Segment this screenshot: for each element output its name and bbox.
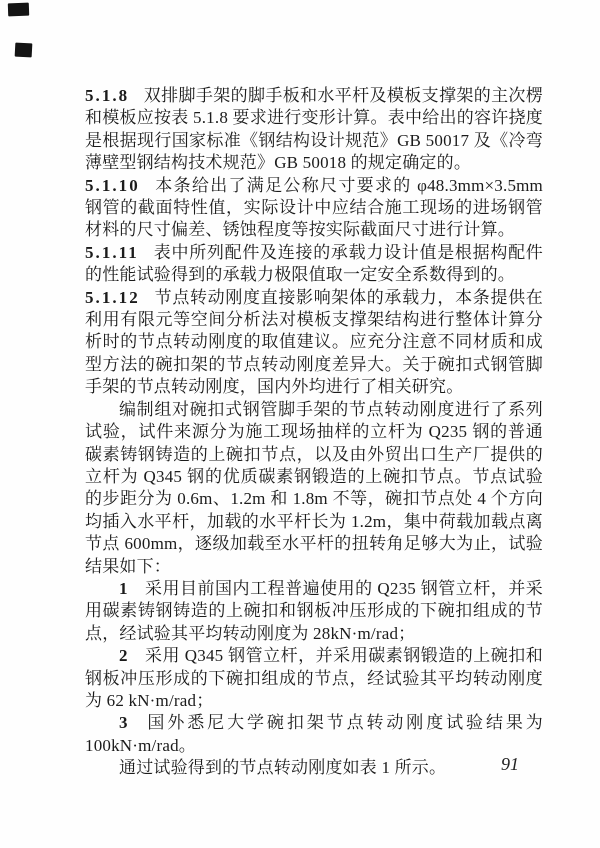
clause-text: 节点转动刚度直接影响架体的承载力，本条提供在利用有限元等空间分析法对模板支撑架结构进行整体计算分析时的节点转动刚度的取值建议。应充分注意不同材质和成型方法的碗扣架的节点转动刚度差异大。关于碗扣式钢管脚手架的节点转动刚度，国内外均进行了相关研究。	[85, 287, 543, 397]
clause-5-1-8	[85, 85, 543, 175]
clause-5-1-11	[85, 242, 543, 287]
page-number: 91	[501, 754, 519, 774]
clause-text: 表中所列配件及连接的承载力设计值是根据构配件的性能试验得到的承载力极限值取一定安全系数得到的。	[85, 242, 543, 285]
list-item-number: 2	[119, 646, 128, 666]
clause-number: 5.1.8	[85, 86, 130, 105]
list-item-3	[85, 712, 543, 757]
scan-artifact-bottom	[15, 43, 33, 58]
clause-5-1-10	[85, 175, 543, 242]
document-body	[85, 85, 543, 780]
clause-text: 双排脚手架的脚手板和水平杆及模板支撑架的主次楞和模板应按表 5.1.8 要求进行变形计算。表中给出的容许挠度是根据现行国家标准《钢结构设计规范》GB 50017 及《冷弯薄壁型钢结构技术规范》GB 50018 的规定确定的。	[85, 86, 543, 173]
list-item-1	[85, 578, 543, 645]
body-paragraph-test-series	[85, 399, 543, 578]
clause-text: 本条给出了满足公称尺寸要求的 φ48.3mm×3.5mm 钢管的截面特性值，实际设计中应结合施工现场的进场钢管材料的尺寸偏差、锈蚀程度等按实际截面尺寸进行计算。	[85, 175, 543, 240]
body-paragraph-closing	[85, 757, 543, 779]
list-item-2	[85, 645, 543, 712]
clause-number: 5.1.10	[85, 175, 140, 195]
list-item-number: 1	[119, 578, 128, 598]
scan-artifact-top	[8, 3, 29, 17]
paragraph-text: 编制组对碗扣式钢管脚手架的节点转动刚度进行了系列试验，试件来源分为施工现场抽样的立杆为 Q235 钢的普通碳素铸钢铸造的上碗扣节点，以及由外贸出口生产厂提供的立杆为 Q345 钢的优质碳素钢锻造的上碗扣节点。节点试验的步距分为 0.6m、1.2m 和 1.8m 不等，碗扣节点处 4 个方向均插入水平杆，加载的水平杆长为 1.2m，集中荷载加载点离节点 600mm，逐级加载至水平杆的扭转角足够大为止，试验结果如下：	[85, 399, 543, 576]
clause-number: 5.1.11	[85, 242, 139, 262]
clause-5-1-12	[85, 287, 543, 399]
list-item-text: 采用目前国内工程普遍使用的 Q235 钢管立杆，并采用碳素铸钢铸造的上碗扣和钢板冲压形成的下碗扣组成的节点，经试验其平均转动刚度为 28kN·m/rad；	[85, 578, 543, 643]
clause-number: 5.1.12	[85, 287, 140, 307]
list-item-text: 国外悉尼大学碗扣架节点转动刚度试验结果为 100kN·m/rad。	[85, 713, 543, 755]
list-item-number: 3	[119, 713, 128, 733]
paragraph-text: 通过试验得到的节点转动刚度如表 1 所示。	[119, 758, 447, 778]
list-item-text: 采用 Q345 钢管立杆，并采用碳素钢锻造的上碗扣和钢板冲压形成的下碗扣组成的节点，经试验其平均转动刚度为 62 kN·m/rad；	[85, 646, 543, 710]
